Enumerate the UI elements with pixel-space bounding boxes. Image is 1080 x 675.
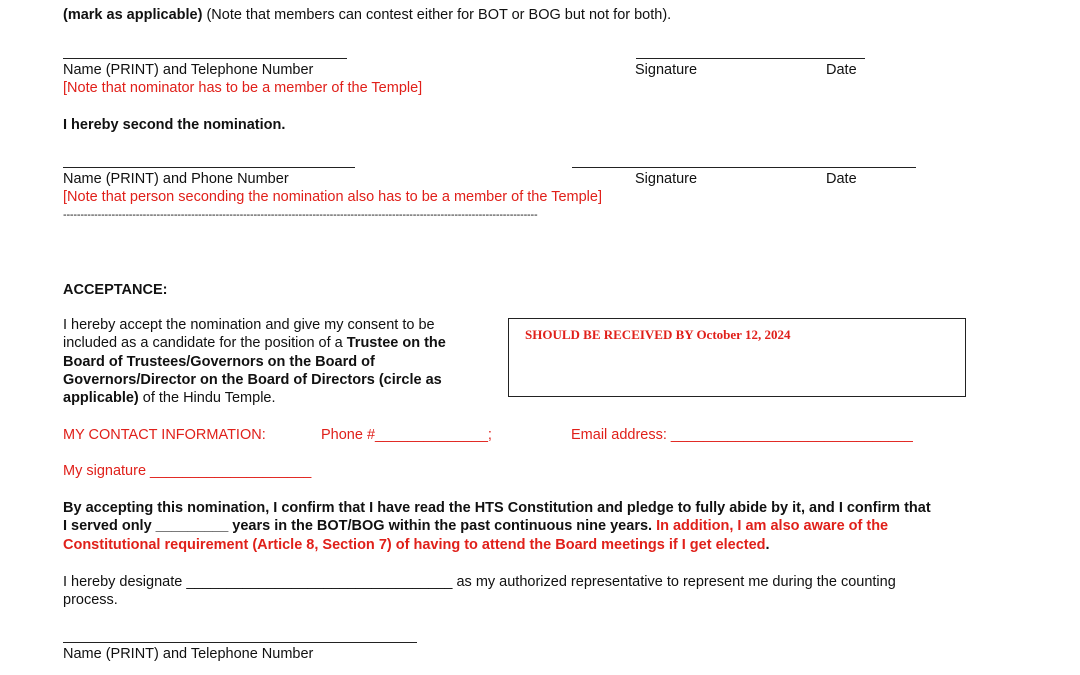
nominator-signature-label: Signature — [635, 62, 698, 78]
designate-line-2: process. — [63, 592, 118, 609]
nominator-name-line[interactable] — [63, 58, 347, 59]
phone-field[interactable]: Phone #______________; — [321, 427, 492, 443]
designate-field[interactable]: I hereby designate _________________________________ as my authorized representative to represent me during the counting — [63, 574, 896, 590]
second-name-label: Name (PRINT) and Phone Number — [63, 171, 289, 187]
representative-name-line[interactable] — [63, 642, 417, 643]
second-name-line[interactable] — [63, 167, 355, 168]
confirmation-line-3-red: Constitutional requirement (Article 8, Section 7) of having to attend the Board meetings if I get elected — [63, 536, 766, 553]
email-field[interactable]: Email address: ______________________________ — [571, 427, 913, 443]
acceptance-applicable-bold: applicable) — [63, 390, 139, 407]
confirmation-line-2 — [63, 517, 931, 535]
confirmation-line-3-end: . — [765, 536, 770, 553]
second-signature-label: Signature — [635, 171, 698, 187]
designate-paragraph — [63, 573, 896, 610]
second-signature-line[interactable] — [572, 167, 916, 168]
mark-applicable-note — [63, 7, 671, 24]
acceptance-line-3: Board of Trustees/Governors on the Board of — [63, 353, 375, 370]
acceptance-line-5-plain: of the Hindu Temple. — [138, 390, 276, 407]
mark-applicable-bold: (mark as applicable) — [63, 7, 203, 23]
representative-name-label: Name (PRINT) and Telephone Number — [63, 646, 314, 662]
confirmation-line-2-red: In addition, I am also aware of the — [656, 518, 889, 535]
acceptance-paragraph — [63, 316, 446, 407]
acceptance-trustee-bold: Trustee on the — [346, 335, 446, 352]
years-served-field[interactable]: I served only _________ years in the BOT/BOG within the past continuous nine years. — [63, 518, 657, 535]
acceptance-line-1: I hereby accept the nomination and give my consent to be — [63, 317, 435, 333]
my-signature-field[interactable]: My signature ____________________ — [63, 463, 312, 479]
section-separator: ----------------------------------------------------------------------------------------------------------------------------------------- — [63, 209, 538, 221]
nominator-signature-line[interactable] — [636, 58, 865, 59]
confirmation-line-1: By accepting this nomination, I confirm that I have read the HTS Constitution and pledge to fully abide by it, and I confirm that — [63, 500, 931, 516]
acceptance-line-2-plain: included as a candidate for the position of a — [63, 335, 347, 352]
nominator-member-note: [Note that nominator has to be a member of the Temple] — [63, 80, 423, 96]
nominator-date-label: Date — [826, 62, 857, 78]
second-statement: I hereby second the nomination. — [63, 117, 286, 133]
second-date-label: Date — [826, 171, 857, 187]
confirmation-paragraph — [63, 499, 931, 554]
deadline-text: SHOULD BE RECEIVED BY October 12, 2024 — [525, 327, 791, 342]
nominator-name-label: Name (PRINT) and Telephone Number — [63, 62, 314, 78]
confirmation-line-3 — [63, 536, 931, 554]
acceptance-line-2 — [63, 334, 446, 352]
deadline-box — [508, 318, 966, 397]
acceptance-heading: ACCEPTANCE: — [63, 282, 168, 298]
acceptance-line-4: Governors/Director on the Board of Directors (circle as — [63, 371, 442, 388]
contact-info-label: MY CONTACT INFORMATION: — [63, 427, 266, 443]
mark-applicable-rest: (Note that members can contest either for BOT or BOG but not for both). — [202, 7, 672, 23]
acceptance-line-5 — [63, 389, 446, 407]
second-member-note: [Note that person seconding the nomination also has to be a member of the Temple] — [63, 189, 602, 205]
